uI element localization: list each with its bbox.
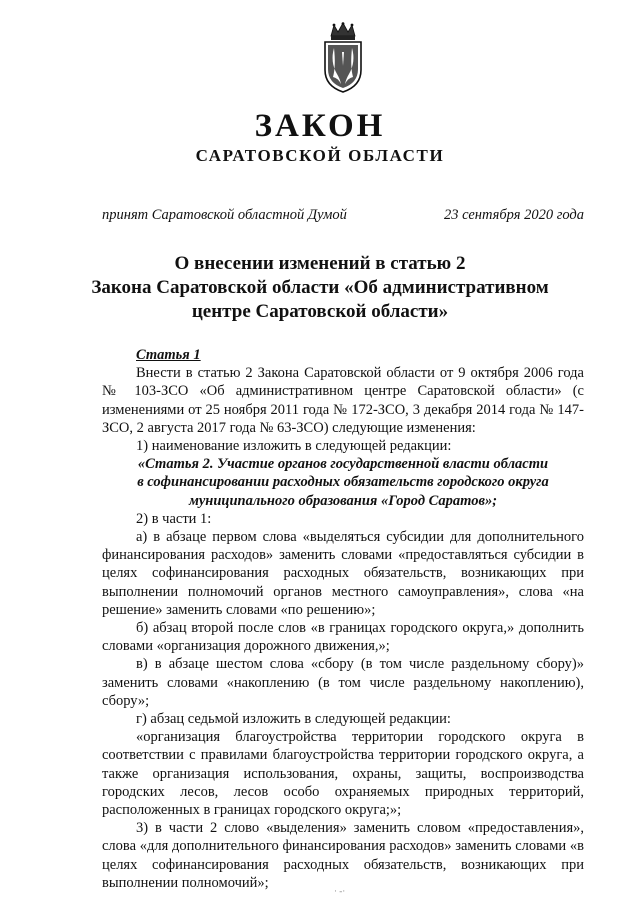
region-heading: САРАТОВСКОЙ ОБЛАСТИ [195, 146, 445, 165]
saratov-coat-of-arms-icon [320, 22, 366, 94]
adoption-date: 23 сентября 2020 года [443, 207, 584, 223]
quoted-heading-line: в софинансировании расходных обязательств городского округа [137, 474, 549, 491]
quoted-heading-line: «Статья 2. Участие органов государственной власти области [137, 456, 549, 473]
law-heading: ЗАКОН [254, 108, 386, 144]
paragraph-item-2d-text: «организация благоустройства территории городского округа в соответствии с правилами благоустройства территории городского округа, а также организация использования, охраны, защиты, воспроизводства городских лесов, лесов особо охраняемых природных территорий, расположенных в границах городского округа;»; [102, 729, 584, 819]
document-title-line: Закона Саратовской области «Об административном [91, 277, 549, 298]
paragraph-item-2b: б) абзац второй после слов «в границах городского округа,» дополнить словами «организация дорожного движения,»; [102, 620, 584, 655]
paragraph-item-1: 1) наименование изложить в следующей редакции: [136, 438, 452, 455]
paragraph-item-3: 3) в части 2 слово «выделения» заменить словом «предоставления», слова «для дополнительного финансирования расходов» заменить словами «в целях софинансирования расходных обязательств, возникающих при выполнении полномочий»; [102, 820, 584, 891]
document-title [60, 252, 580, 324]
adoption-note: принят Саратовской областной Думой [102, 207, 347, 223]
article-heading: Статья 1 [136, 347, 201, 363]
paragraph-item-2c: в) в абзаце шестом слова «сбору (в том числе раздельному сбору)» заменить словами «накоплению (в том числе раздельному накоплению), сбору»; [102, 656, 584, 709]
paragraph-item-2: 2) в части 1: [136, 510, 212, 527]
quoted-heading-line: муниципального образования «Город Саратов»; [188, 492, 498, 509]
paragraph-item-2d: г) абзац седьмой изложить в следующей редакции: [136, 711, 451, 728]
scan-artifact: · -· [334, 886, 346, 896]
document-title-line: центре Саратовской области» [191, 301, 449, 322]
document-title-line: О внесении изменений в статью 2 [174, 253, 466, 274]
paragraph-item-2a: а) в абзаце первом слова «выделяться субсидии для дополнительного финансирования расходов» заменить словами «предоставляться субсидии в целях софинансирования расходных обязательств, возникающих при выполнении полномочий органов местного самоуправления», слова «на решение» заменить словами «по решению»; [102, 529, 584, 618]
document-body [102, 346, 584, 892]
paragraph-intro: Внести в статью 2 Закона Саратовской области от 9 октября 2006 года № 103-ЗСО «Об административном центре Саратовской области» (с изменениями от 25 ноября 2011 года № 172-ЗСО, 3 декабря 2014 года № 147-ЗСО, 2 августа 2017 года № 63-ЗСО) следующие изменения: [102, 365, 584, 436]
